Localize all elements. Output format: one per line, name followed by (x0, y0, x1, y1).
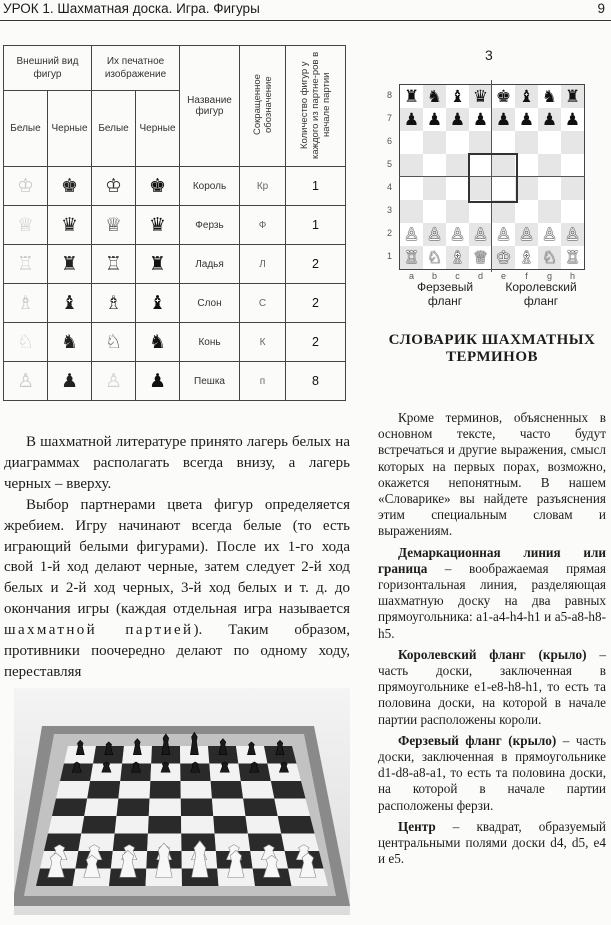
glossary-definition: – воображаемая прямая горизонтальная линия, разделяющая шахматную доску на два равных прямоугольника: a1-a4-h4-h1 и a5-a8-h8-h5. (378, 560, 606, 641)
board-square-g1: ♘ (538, 246, 561, 269)
white-bishop-print-icon: ♗ (104, 291, 123, 314)
board-square-c2: ♙ (446, 223, 469, 246)
photo-board-square (271, 781, 306, 799)
photo-board-square (211, 781, 244, 799)
board-square-c8: ♝ (446, 85, 469, 108)
piece-count: 1 (286, 167, 346, 206)
board-square-f4 (515, 177, 538, 200)
board-square-c6 (446, 131, 469, 154)
file-label: g (546, 271, 552, 281)
photo-board-square (52, 799, 87, 817)
black-queen-print-icon: ♛ (148, 213, 167, 236)
photo-board-square (278, 816, 315, 834)
center-squares-box (468, 153, 518, 203)
board-square-d6 (469, 131, 492, 154)
header-print: Их печатное изображение (92, 46, 180, 91)
emphasis-term: шахматной партией (4, 622, 194, 639)
glossary-term: Королевский фланг (крыло) (398, 646, 587, 662)
board-square-g6 (538, 131, 561, 154)
rank-label: 3 (387, 205, 393, 215)
table-row (4, 362, 346, 401)
rank-label: 7 (387, 113, 393, 123)
black-pawn-photo-icon: ♟ (60, 369, 79, 392)
board-square-e8: ♚ (492, 85, 515, 108)
board-square-b4 (423, 177, 446, 200)
rank-label: 1 (387, 251, 393, 261)
file-label: e (500, 271, 506, 281)
black-rook-photo-icon: ♜ (60, 252, 79, 275)
black-bishop-photo-icon: ♝ (60, 291, 79, 314)
white-queen-print-icon: ♕ (104, 213, 123, 236)
board-square-f2: ♙ (515, 223, 538, 246)
piece-abbr: Л (240, 245, 286, 284)
board-square-d1: ♕ (469, 246, 492, 269)
white-rook-photo-icon: ♖ (16, 252, 35, 275)
white-rook-print-icon: ♖ (104, 252, 123, 275)
glossary-term: Центр (398, 818, 436, 834)
board-square-d7: ♟ (469, 108, 492, 131)
photo-board-square (117, 799, 150, 817)
rank-label: 8 (387, 90, 393, 100)
photo-board-square (213, 816, 248, 834)
header-white-print: Белые (92, 91, 136, 167)
board-square-b3 (423, 200, 446, 223)
glossary-entry (378, 647, 606, 728)
photo-board-square (148, 816, 181, 834)
board-square-f3 (515, 200, 538, 223)
piece-name: Ладья (180, 245, 240, 284)
board-square-f6 (515, 131, 538, 154)
board-square-e6 (492, 131, 515, 154)
board-square-a7: ♟ (400, 108, 423, 131)
white-king-print-icon: ♔ (104, 174, 123, 197)
board-square-h3 (561, 200, 584, 223)
header-black: Черные (48, 91, 92, 167)
piece-name: Пешка (180, 362, 240, 401)
piece-abbr: Кр (240, 167, 286, 206)
queen-flank-label: Ферзевый фланг (416, 280, 474, 308)
rank-label: 4 (387, 182, 393, 192)
piece-name: Король (180, 167, 240, 206)
board-square-a8: ♜ (400, 85, 423, 108)
glossary-intro: Кроме терминов, объясненных в основном тексте, часто будут встречаться и другие выражения, смысл которых на первых порах, возможно, окажется непонятным. В нашем «Словарике» вы найдете разъяснения этим специальным словам и выражениям. (378, 410, 606, 539)
piece-count: 8 (286, 362, 346, 401)
photo-board-square (150, 781, 181, 799)
table-row (4, 167, 346, 206)
black-rook-print-icon: ♜ (148, 252, 167, 275)
board-square-d8: ♛ (469, 85, 492, 108)
paragraph: Выбор партнерами цвета фигур определяется жребием. Игру начинают всегда белые (то есть играющий белыми фигурами). После их 1-го хода свой 1-й ход делают черные, затем следует 2-й ход белых и 2-й ход черных, 3-й ход белых и т. д. до окончания игры (каждая отдельная игра называется шахматной партией). Таким образом, противники поочередно делают по одному ходу, переставляя (4, 496, 350, 680)
photo-board-square (56, 781, 90, 799)
header-count: Количество фигур у каждого из партне-ров в начале партии (286, 46, 346, 167)
photo-board-square (212, 799, 246, 817)
piece-name: Слон (180, 284, 240, 323)
board-square-g3 (538, 200, 561, 223)
photo-board-square (243, 799, 278, 817)
board-square-d2: ♙ (469, 223, 492, 246)
header-appearance: Внешний вид фигур (4, 46, 92, 91)
rank-label: 6 (387, 136, 393, 146)
rank-label: 5 (387, 159, 393, 169)
header-white: Белые (4, 91, 48, 167)
board-square-a5 (400, 154, 423, 177)
photo-board-square (48, 816, 84, 834)
black-knight-print-icon: ♞ (148, 330, 167, 353)
board-square-c3 (446, 200, 469, 223)
board-square-e1: ♔ (492, 246, 515, 269)
photo-board-square (181, 781, 212, 799)
white-knight-photo-icon: ♘ (16, 330, 35, 353)
board-square-c4 (446, 177, 469, 200)
main-text (4, 432, 350, 683)
photo-board-square (81, 816, 116, 834)
page-number: 9 (597, 1, 605, 16)
board-square-h6 (561, 131, 584, 154)
figures-table (3, 45, 346, 401)
board-square-g7: ♟ (538, 108, 561, 131)
glossary-definition: – часть доски, заключенная в прямоугольнике e1-e8-h8-h1, то есть та половина доски, на которой в начале партии расположены короли. (378, 646, 606, 727)
board-square-f5 (515, 154, 538, 177)
glossary-definition: – квадрат, образуемый центральными полями доски d4, d5, e4 и e5. (378, 818, 606, 867)
photo-board-square (87, 781, 120, 799)
black-pawn-print-icon: ♟ (148, 369, 167, 392)
board-square-c7: ♟ (446, 108, 469, 131)
board-square-b6 (423, 131, 446, 154)
white-knight-print-icon: ♘ (104, 330, 123, 353)
photo-board-square (181, 799, 214, 817)
glossary-entry (378, 733, 606, 814)
file-label: a (408, 271, 414, 281)
piece-count: 2 (286, 323, 346, 362)
board-square-c1: ♗ (446, 246, 469, 269)
piece-count: 1 (286, 206, 346, 245)
board-square-h5 (561, 154, 584, 177)
running-head (0, 0, 611, 21)
black-queen-photo-icon: ♛ (60, 213, 79, 236)
board-square-e2: ♙ (492, 223, 515, 246)
board-square-h8: ♜ (561, 85, 584, 108)
photo-board-square (246, 816, 282, 834)
board-square-a2: ♙ (400, 223, 423, 246)
board-square-b7: ♟ (423, 108, 446, 131)
board-square-a1: ♖ (400, 246, 423, 269)
board-square-f1: ♗ (515, 246, 538, 269)
glossary-definition: – часть доски, заключенная в прямоугольнике d1-d8-a8-a1, то есть та половина доски, на которой в начале партии расположены ферзи. (378, 732, 606, 813)
diagram-number: 3 (485, 47, 493, 63)
board-square-b8: ♞ (423, 85, 446, 108)
piece-count: 2 (286, 284, 346, 323)
board-square-h4 (561, 177, 584, 200)
file-label: f (525, 271, 528, 281)
board-square-e3 (492, 200, 515, 223)
black-king-photo-icon: ♚ (60, 174, 79, 197)
white-queen-photo-icon: ♕ (16, 213, 35, 236)
file-label: b (431, 271, 437, 281)
chapter-title: УРОК 1. Шахматная доска. Игра. Фигуры (3, 1, 260, 16)
table-row (4, 206, 346, 245)
header-name: Название фигур (180, 46, 240, 167)
glossary-entry (378, 819, 606, 868)
king-flank-label: Королевский фланг (505, 280, 577, 308)
board-square-a4 (400, 177, 423, 200)
chessboard-photo (14, 688, 350, 915)
file-label: h (569, 271, 575, 281)
black-knight-photo-icon: ♞ (60, 330, 79, 353)
glossary-title: СЛОВАРИК ШАХМАТНЫХ ТЕРМИНОВ (388, 332, 596, 365)
board-square-h1: ♖ (561, 246, 584, 269)
piece-name: Ферзь (180, 206, 240, 245)
board-square-g4 (538, 177, 561, 200)
board-square-b1: ♘ (423, 246, 446, 269)
white-bishop-photo-icon: ♗ (16, 291, 35, 314)
photo-board-square (149, 799, 181, 817)
glossary (378, 410, 606, 872)
board-square-a3 (400, 200, 423, 223)
board-square-d3 (469, 200, 492, 223)
rank-label: 2 (387, 228, 393, 238)
board-square-c5 (446, 154, 469, 177)
paragraph: В шахматной литературе принято лагерь белых на диаграммах располагать всегда внизу, а лагерь черных – вверху. (4, 434, 350, 492)
white-pawn-print-icon: ♙ (104, 369, 123, 392)
board-square-g2: ♙ (538, 223, 561, 246)
photo-board-square (118, 781, 150, 799)
board-square-b2: ♙ (423, 223, 446, 246)
photo-board-square (181, 816, 215, 834)
table-row (4, 284, 346, 323)
piece-abbr: К (240, 323, 286, 362)
piece-abbr: Ф (240, 206, 286, 245)
chessboard-diagram (377, 80, 602, 320)
photo-board-square (115, 816, 149, 834)
header-abbr: Сокращенное обозначение (240, 46, 286, 167)
file-label: d (477, 271, 483, 281)
photo-board-square (84, 799, 118, 817)
piece-count: 2 (286, 245, 346, 284)
header-black-print: Черные (136, 91, 180, 167)
photo-board-square (241, 781, 275, 799)
white-pawn-photo-icon: ♙ (16, 369, 35, 392)
piece-name: Конь (180, 323, 240, 362)
photo-board-square (274, 799, 310, 817)
white-king-photo-icon: ♔ (16, 174, 35, 197)
board-square-f8: ♝ (515, 85, 538, 108)
glossary-term: Демаркационная линия или граница (378, 544, 606, 576)
file-label: c (455, 271, 460, 281)
black-king-print-icon: ♚ (148, 174, 167, 197)
board-square-h7: ♟ (561, 108, 584, 131)
table-row (4, 323, 346, 362)
board-square-h2: ♙ (561, 223, 584, 246)
board-square-a6 (400, 131, 423, 154)
board-square-f7: ♟ (515, 108, 538, 131)
board-square-g8: ♞ (538, 85, 561, 108)
board-square-g5 (538, 154, 561, 177)
piece-abbr: С (240, 284, 286, 323)
table-row (4, 245, 346, 284)
glossary-term: Ферзевый фланг (крыло) (398, 732, 557, 748)
piece-abbr: п (240, 362, 286, 401)
board-square-b5 (423, 154, 446, 177)
glossary-entry (378, 545, 606, 642)
board-square-e7: ♟ (492, 108, 515, 131)
black-bishop-print-icon: ♝ (148, 291, 167, 314)
